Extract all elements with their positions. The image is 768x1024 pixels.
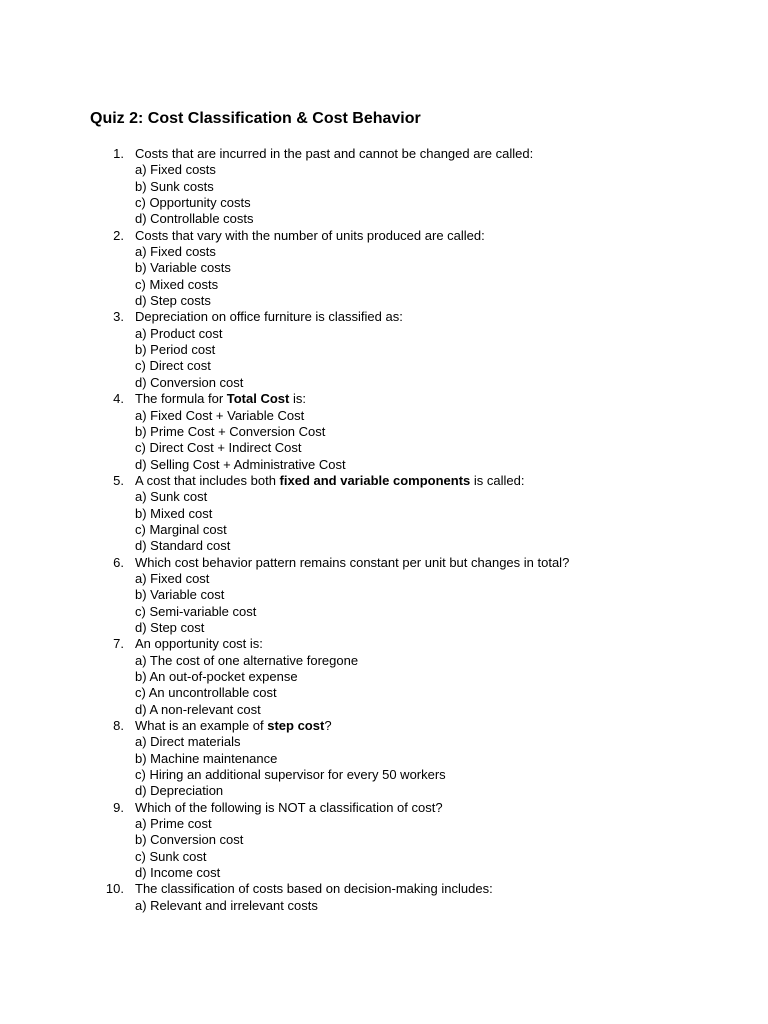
answer-option: a) Relevant and irrelevant costs [135,897,318,913]
answer-option: c) Mixed costs [135,276,219,292]
question-item [90,800,569,882]
question-text [135,309,569,325]
question-number: 7. [113,636,124,652]
question-number: 6. [113,554,124,570]
question-item [90,473,569,555]
answer-option: a) Fixed Cost + Variable Cost [135,407,305,423]
question-text-part: ? [324,718,332,734]
page-title: Quiz 2: Cost Classification & Cost Behavior [90,110,421,127]
question-item [90,555,569,637]
answer-option: b) Sunk costs [135,178,214,194]
answer-option: b) Period cost [135,342,216,358]
question-number: 2. [113,227,124,243]
answer-option: a) The cost of one alternative foregone [135,652,359,668]
answer-option: a) Fixed costs [135,244,216,260]
answer-option: a) Product cost [135,325,223,341]
question-text-part: An opportunity cost is: [135,636,263,652]
question-text-part: is: [289,391,306,407]
question-number: 8. [113,718,124,734]
question-text [135,800,569,816]
question-item [90,636,569,718]
answer-option: a) Fixed costs [135,162,216,178]
question-number: 3. [113,309,124,325]
question-text-part: A cost that includes both [135,472,280,488]
question-text-part: The classification of costs based on decision-making includes: [135,881,493,897]
answer-option: d) Income cost [135,865,221,881]
question-text-part: The formula for [135,391,227,407]
question-number: 4. [113,391,124,407]
answer-option: d) Step cost [135,619,205,635]
answer-option: b) Variable costs [135,260,231,276]
question-text [135,146,569,162]
question-text-emphasis: fixed and variable components [279,472,471,488]
answer-option: b) Prime Cost + Conversion Cost [135,423,326,439]
question-text [135,881,569,897]
question-text-part: Costs that are incurred in the past and cannot be changed are called: [135,146,534,161]
question-text [135,473,569,489]
question-item [90,881,569,914]
answer-option: b) Mixed cost [135,505,213,521]
answer-option: c) Semi-variable cost [135,603,257,619]
question-list [90,146,569,914]
question-text-part: Which of the following is NOT a classification of cost? [135,799,443,815]
answer-option: c) Direct cost [135,358,211,374]
question-text-part: Which cost behavior pattern remains constant per unit but changes in total? [135,554,570,570]
answer-option: c) Marginal cost [135,521,227,537]
answer-option: d) Controllable costs [135,211,254,227]
answer-option: d) Selling Cost + Administrative Cost [135,456,346,472]
answer-option: b) Conversion cost [135,832,244,848]
question-text [135,636,569,652]
question-text-part: is called: [470,472,525,488]
answer-option: c) An uncontrollable cost [135,685,277,701]
answer-option: d) Depreciation [135,783,224,799]
question-item [90,309,569,391]
answer-option: a) Direct materials [135,734,241,750]
question-number: 5. [113,472,124,488]
question-item [90,146,569,228]
question-number: 9. [113,799,124,815]
question-text-part: What is an example of [135,718,268,734]
question-text [135,228,569,244]
answer-option: c) Opportunity costs [135,195,251,211]
answer-option: d) Conversion cost [135,374,244,390]
answer-option: b) Machine maintenance [135,750,278,766]
question-text-part: Depreciation on office furniture is classified as: [135,309,403,325]
question-number: 1. [113,146,124,161]
question-text [135,391,569,407]
question-text-part: Costs that vary with the number of units produced are called: [135,227,485,243]
question-item [90,718,569,800]
question-item [90,391,569,473]
question-text [135,718,569,734]
answer-option: d) A non-relevant cost [135,701,261,717]
answer-option: a) Sunk cost [135,489,208,505]
question-number: 10. [105,881,124,897]
answer-option: d) Standard cost [135,538,231,554]
answer-option: b) Variable cost [135,587,225,603]
answer-option: c) Sunk cost [135,848,207,864]
question-text [135,555,569,571]
answer-option: b) An out-of-pocket expense [135,669,298,684]
answer-option: c) Hiring an additional supervisor for every 50 workers [135,767,446,783]
answer-option: a) Prime cost [135,816,212,832]
answer-option: c) Direct Cost + Indirect Cost [135,440,302,456]
question-text-emphasis: step cost [267,718,325,734]
answer-option: a) Fixed cost [135,570,210,586]
question-item [90,228,569,310]
question-text-emphasis: Total Cost [226,391,290,407]
answer-option: d) Step costs [135,293,211,309]
